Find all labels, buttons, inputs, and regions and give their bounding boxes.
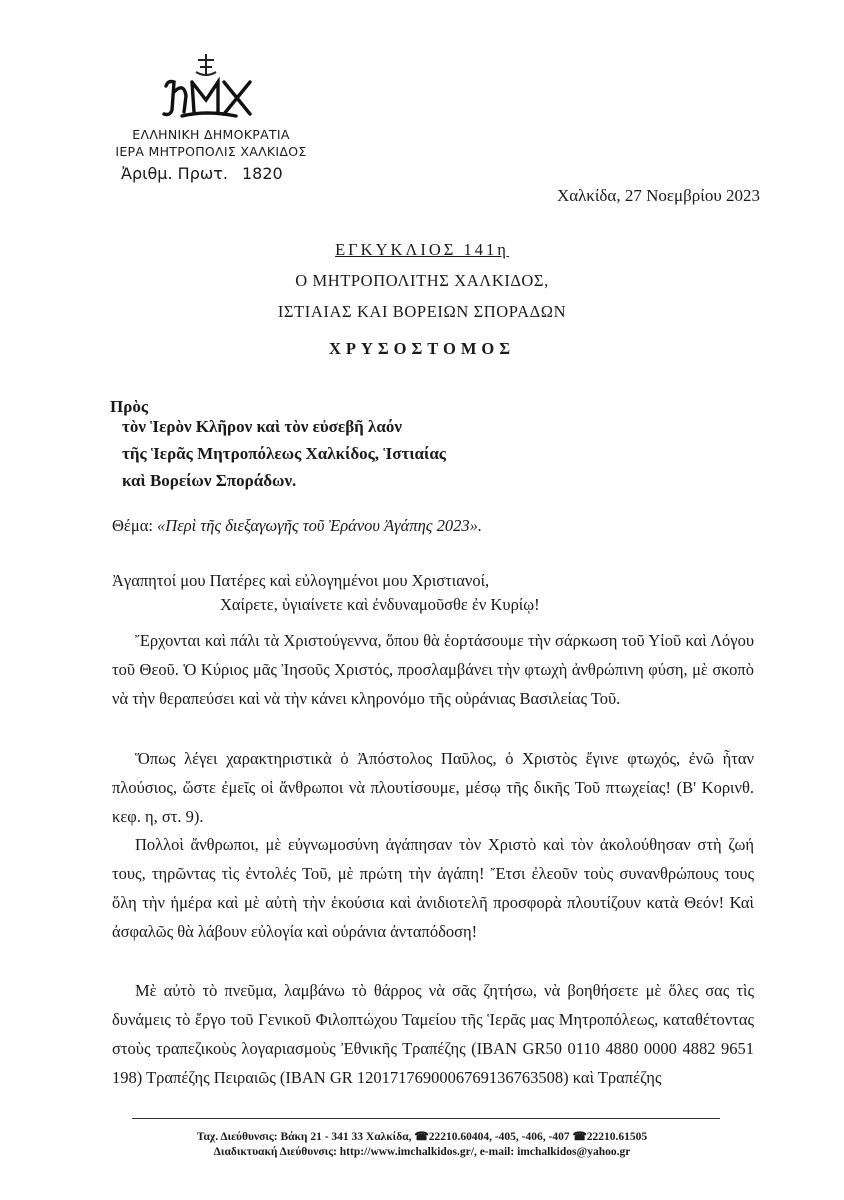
footer-web: Διαδικτυακή Διεύθυνσις: http://www.imchalkidos.gr/, e-mail: imchalkidos@yahoo.gr: [213, 1146, 631, 1158]
subject-line: [112, 516, 482, 536]
addressee-line-2: τῆς Ἱερᾶς Μητροπόλεως Χαλκίδος, Ἱστιαίας: [122, 444, 446, 463]
addressee-line-1: τὸν Ἱερὸν Κλῆρον καὶ τὸν εὐσεβῆ λαόν: [122, 417, 402, 436]
metropolis-label: ΙΕΡΑ ΜΗΤΡΟΠΟΛΙΣ ΧΑΛΚΙΔΟΣ: [115, 144, 307, 159]
paragraph-2-text: Ὅπως λέγει χαρακτηριστικὰ ὁ Ἀπόστολος Παῦλος, ὁ Χριστὸς ἔγινε φτωχός, ἐνῶ ἦταν πλούσιος, ὥστε ἐμεῖς οἱ ἄνθρωποι νὰ πλουτίσουμε, μέσῳ τῆς δικῆς Τοῦ πτωχείας! (Β' Κορινθ. κεφ. η, στ. 9).: [112, 749, 754, 826]
footer-address: Ταχ. Διεύθυνσις: Βάκη 21 - 341 33 Χαλκίδα, ☎22210.60404, -405, -406, -407 ☎22210.61505: [196, 1131, 648, 1143]
paragraph-3: [112, 830, 754, 946]
metropolis-monogram-icon: [158, 52, 254, 122]
paragraph-2: [112, 744, 754, 831]
republic-label: ΕΛΛΗΝΙΚΗ ΔΗΜΟΚΡΑΤΙΑ: [132, 127, 290, 142]
protocol-value: 1820: [241, 164, 283, 183]
issuer-name: ΧΡΥΣΟΣΤΟΜΟΣ: [328, 339, 516, 358]
addressee-to: Πρὸς: [110, 397, 148, 416]
place-date: Χαλκίδα, 27 Νοεμβρίου 2023: [557, 186, 760, 205]
paragraph-4: [112, 976, 754, 1092]
greeting-blessing: Χαίρετε, ὑγιαίνετε καὶ ἐνδυναμοῦσθε ἐν Κυρίῳ!: [220, 595, 540, 614]
protocol-label: Ἀριθμ. Πρωτ.: [121, 164, 228, 183]
paragraph-3-text: Πολλοὶ ἄνθρωποι, μὲ εὐγνωμοσύνη ἀγάπησαν τὸν Χριστὸ καὶ τὸν ἀκολούθησαν στὴ ζωή τους, τηρῶντας τὶς ἐντολές Τοῦ, μὲ πρώτη τὴν ἀγάπη! Ἔτσι ἐλεοῦν τοὺς συνανθρώπους τους ὅλη τὴν ἡμέρα καὶ μὲ αὐτὴ τὴν ἑκούσια καὶ ἀνιδιοτελῆ προσφορὰ πλουτίζουν κατὰ Θεόν! Καὶ ἀσφαλῶς θὰ λάβουν εὐλογία καὶ οὐράνια ἀνταπόδοση!: [112, 835, 754, 941]
paragraph-1: [112, 626, 754, 713]
protocol-number: [121, 164, 283, 183]
paragraph-4-text: Μὲ αὐτὸ τὸ πνεῦμα, λαμβάνω τὸ θάρρος νὰ σᾶς ζητήσω, νὰ βοηθήσετε μὲ ὅλες σας τὶς δυνάμεις τὸ ἔργο τοῦ Γενικοῦ Φιλοπτώχου Ταμείου τῆς Ἱερᾶς μας Μητροπόλεως, καταθέτοντας στοὺς τραπεζικοὺς λογαριασμοὺς Ἐθνικῆς Τραπέζης (IBAN GR50 0110 4880 0000 4882 9651 198) Τραπέζης Πειραιῶς (IBAN GR 1201717690006769136763508) καὶ Τραπέζης: [112, 981, 754, 1087]
greeting: Ἀγαπητοί μου Πατέρες καὶ εὐλογημένοι μου Χριστιανοί,: [112, 571, 490, 590]
subject-label: Θέμα:: [112, 516, 158, 535]
paragraph-1-text: Ἔρχονται καὶ πάλι τὰ Χριστούγεννα, ὅπου θὰ ἑορτάσουμε τὴν σάρκωση τοῦ Υἱοῦ καὶ Λόγου τοῦ Θεοῦ. Ὁ Κύριος μᾶς Ἰησοῦς Χριστός, προσλαμβάνει τὴν φτωχὴ ἀνθρώπινη φύση, μὲ σκοπὸ νὰ τὴν θεραπεύσει καὶ νὰ τὴν κάνει κληρονόμο τῆς οὐράνιας Βασιλείας Τοῦ.: [112, 631, 754, 708]
footer-divider: [132, 1118, 720, 1119]
issuer-line-2: ΙΣΤΙΑΙΑΣ ΚΑΙ ΒΟΡΕΙΩΝ ΣΠΟΡΑΔΩΝ: [277, 302, 567, 321]
subject-value: «Περὶ τῆς διεξαγωγῆς τοῦ Ἐράνου Ἀγάπης 2023».: [157, 516, 482, 535]
addressee-line-3: καὶ Βορείων Σποράδων.: [122, 471, 297, 490]
circular-title: ΕΓΚΥΚΛΙΟΣ 141η: [335, 240, 509, 259]
issuer-line-1: Ο ΜΗΤΡΟΠΟΛΙΤΗΣ ΧΑΛΚΙΔΟΣ,: [295, 271, 549, 290]
